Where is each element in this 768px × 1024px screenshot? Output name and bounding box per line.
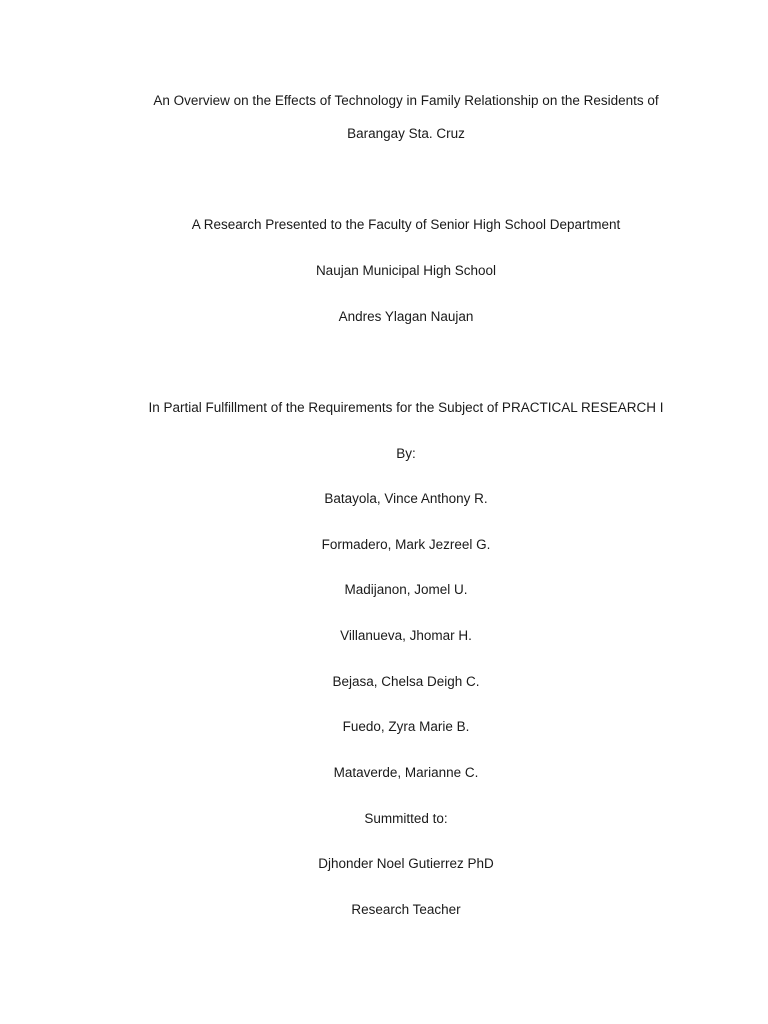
by-label: By: [396,446,416,461]
school-location: Andres Ylagan Naujan [338,309,474,324]
author-name: Batayola, Vince Anthony R. [324,491,488,506]
title-line-2: Barangay Sta. Cruz [347,126,465,141]
author-name: Fuedo, Zyra Marie B. [342,719,470,734]
author-name: Mataverde, Marianne C. [333,765,479,780]
school-name: Naujan Municipal High School [315,263,497,278]
fulfillment-statement: In Partial Fulfillment of the Requirements for the Subject of PRACTICAL RESEARCH I [148,400,664,415]
author-name: Villanueva, Jhomar H. [340,628,472,643]
submitted-label: Summitted to: [364,811,448,826]
author-name: Formadero, Mark Jezreel G. [321,537,491,552]
title-line-1: An Overview on the Effects of Technology in Family Relationship on the Residents of [153,93,659,108]
teacher-name: Djhonder Noel Gutierrez PhD [318,856,494,871]
teacher-role: Research Teacher [351,902,461,917]
author-name: Bejasa, Chelsa Deigh C. [332,674,480,689]
presentation-line: A Research Presented to the Faculty of Senior High School Department [191,217,621,232]
author-name: Madijanon, Jomel U. [344,582,468,597]
